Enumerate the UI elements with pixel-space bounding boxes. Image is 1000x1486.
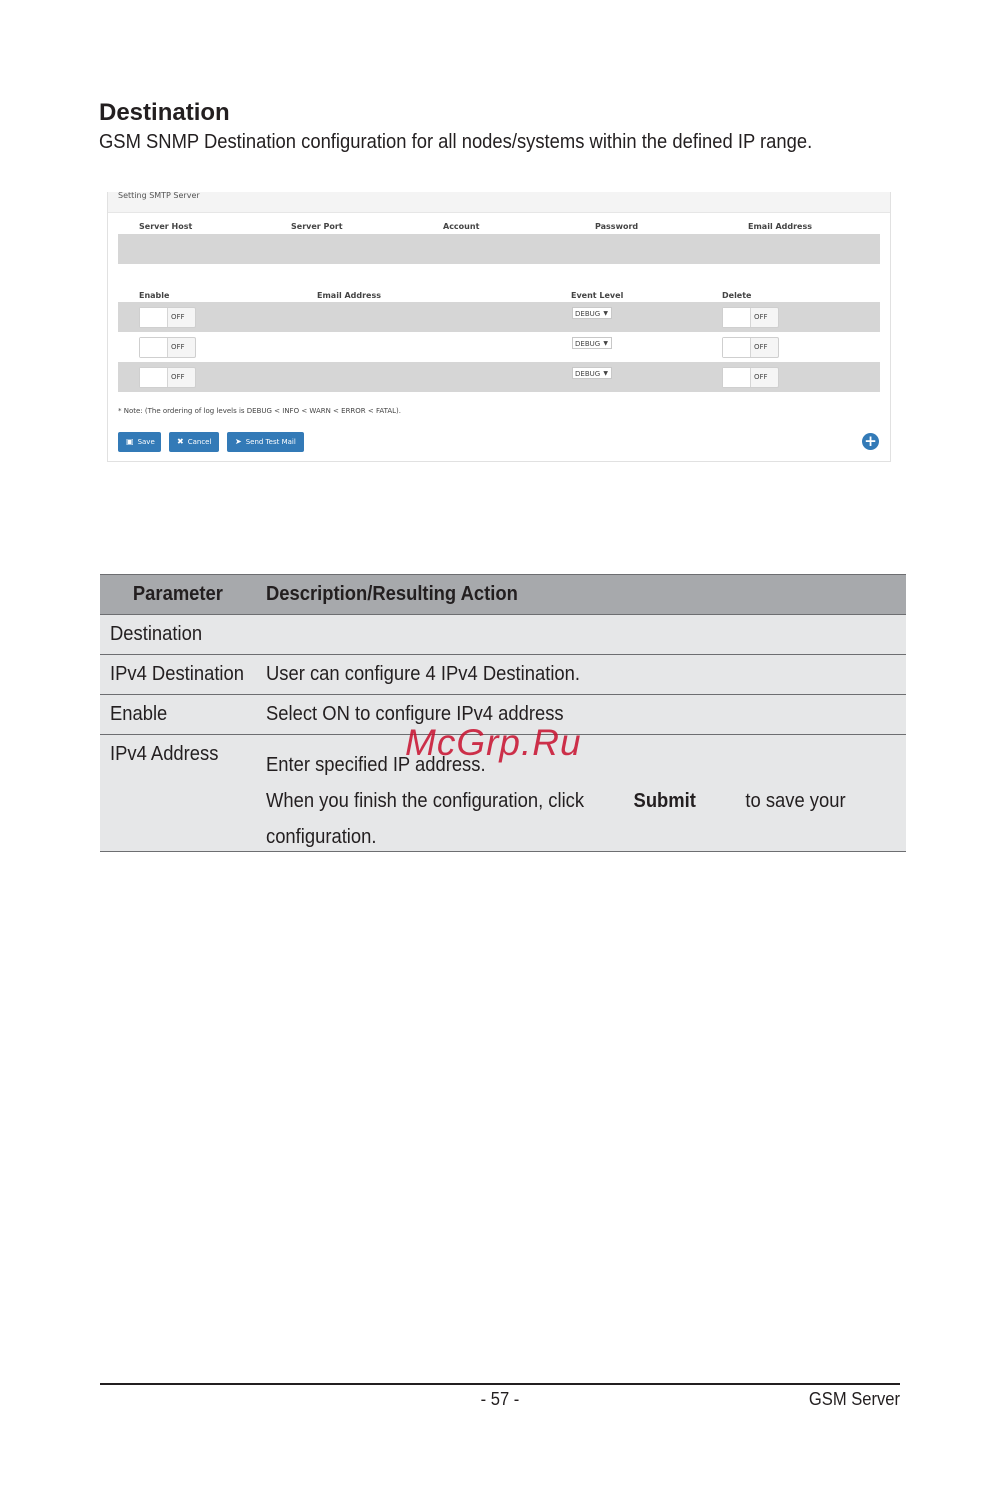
floppy-icon: ▣ bbox=[126, 437, 134, 446]
desc-line: When you finish the configuration, click Submit to save your bbox=[266, 787, 846, 815]
col-server-host: Server Host bbox=[139, 222, 193, 231]
paper-plane-icon: ➤ bbox=[235, 437, 242, 446]
col-server-port: Server Port bbox=[291, 222, 343, 231]
col-account: Account bbox=[443, 222, 480, 231]
delete-toggle[interactable]: OFF bbox=[722, 307, 779, 328]
header-description: Description/Resulting Action bbox=[256, 575, 906, 615]
param-cell: Enable bbox=[100, 695, 256, 735]
parameter-table bbox=[100, 574, 906, 852]
desc-cell: User can configure 4 IPv4 Destination. bbox=[256, 655, 906, 695]
table-header-row bbox=[100, 575, 906, 615]
page-number: - 57 - bbox=[480, 1389, 520, 1409]
event-level-select[interactable]: DEBUG ▼ bbox=[572, 337, 612, 349]
delete-toggle[interactable]: OFF bbox=[722, 337, 779, 358]
desc-line: Enter specified IP address. bbox=[265, 754, 486, 776]
col-enable: Enable bbox=[139, 291, 170, 300]
watermark: McGrp.Ru bbox=[405, 722, 582, 763]
panel-title-bar bbox=[108, 192, 890, 213]
submit-keyword: Submit bbox=[633, 790, 696, 812]
destination-row bbox=[118, 332, 880, 362]
section-title: Destination bbox=[99, 99, 230, 126]
col-email-address: Email Address bbox=[748, 222, 813, 231]
destination-row bbox=[118, 302, 880, 332]
param-cell: Destination bbox=[100, 615, 256, 655]
panel-title: Setting SMTP Server bbox=[118, 191, 200, 200]
server-input-row[interactable] bbox=[118, 234, 880, 264]
event-level-select[interactable]: DEBUG ▼ bbox=[572, 307, 612, 319]
x-icon: ✖ bbox=[177, 437, 184, 446]
save-button[interactable]: ▣ Save bbox=[118, 432, 161, 452]
header-parameter: Parameter bbox=[100, 575, 256, 615]
col-password: Password bbox=[595, 222, 639, 231]
col-dest-email: Email Address bbox=[317, 291, 382, 300]
table-row bbox=[100, 655, 906, 695]
smtp-settings-screenshot bbox=[107, 192, 891, 462]
log-level-note: * Note: (The ordering of log levels is DEBUG < INFO < WARN < ERROR < FATAL). bbox=[118, 407, 401, 415]
desc-line: configuration. bbox=[265, 826, 377, 848]
enable-toggle[interactable]: OFF bbox=[139, 337, 196, 358]
param-cell: IPv4 Address bbox=[100, 735, 256, 852]
footer-rule bbox=[100, 1383, 900, 1385]
col-event-level: Event Level bbox=[571, 291, 624, 300]
destination-row bbox=[118, 362, 880, 392]
plus-circle-icon[interactable]: + bbox=[862, 433, 879, 450]
table-row bbox=[100, 615, 906, 655]
enable-toggle[interactable]: OFF bbox=[139, 307, 196, 328]
col-delete: Delete bbox=[722, 291, 752, 300]
cancel-button[interactable]: ✖ Cancel bbox=[169, 432, 219, 452]
desc-cell: Select ON to configure IPv4 address bbox=[256, 695, 906, 735]
footer-title: GSM Server bbox=[808, 1389, 900, 1409]
enable-toggle[interactable]: OFF bbox=[139, 367, 196, 388]
event-level-select[interactable]: DEBUG ▼ bbox=[572, 367, 612, 379]
send-test-mail-button[interactable]: ➤ Send Test Mail bbox=[227, 432, 304, 452]
desc-cell bbox=[256, 615, 906, 655]
delete-toggle[interactable]: OFF bbox=[722, 367, 779, 388]
section-intro: GSM SNMP Destination configuration for all nodes/systems within the defined IP range. bbox=[99, 131, 813, 153]
param-cell: IPv4 Destination bbox=[100, 655, 256, 695]
